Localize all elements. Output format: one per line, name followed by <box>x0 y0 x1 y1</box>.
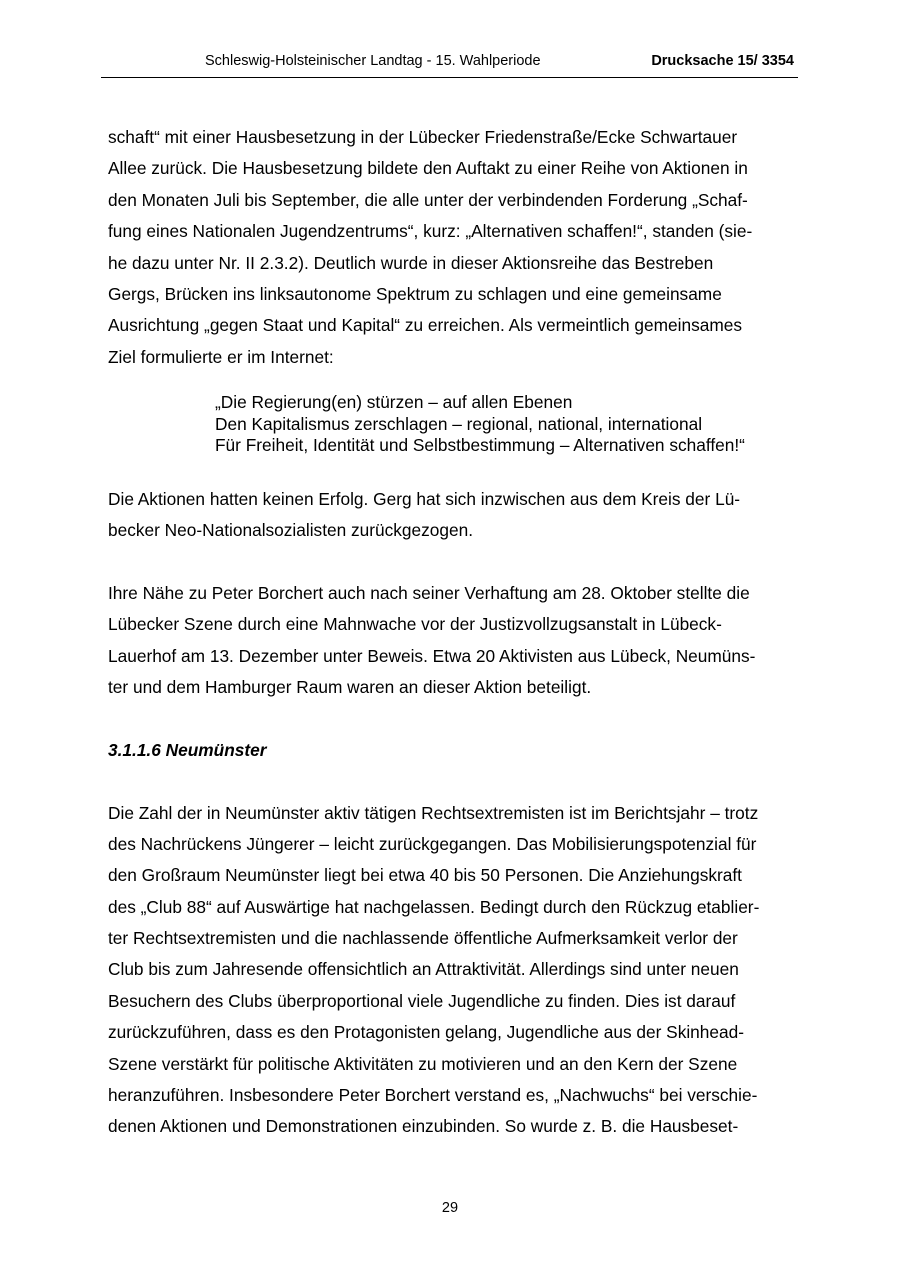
text-line: fung eines Nationalen Jugendzentrums“, kurz: „Alternativen schaffen!“, standen (sie- <box>108 221 753 242</box>
document-number: Drucksache 15/ 3354 <box>651 53 794 69</box>
text-line: Ziel formulierte er im Internet: <box>108 346 334 367</box>
paragraph <box>108 122 798 373</box>
header-title: Schleswig-Holsteinischer Landtag - 15. Wahlperiode <box>205 53 541 69</box>
text-line: Ihre Nähe zu Peter Borchert auch nach seiner Verhaftung am 28. Oktober stellte die <box>108 582 750 603</box>
spacer <box>108 703 798 734</box>
quote-line: „Die Regierung(en) stürzen – auf allen Ebenen <box>215 392 573 413</box>
text-line: he dazu unter Nr. II 2.3.2). Deutlich wurde in dieser Aktionsreihe das Bestreben <box>108 252 714 273</box>
quote-line: Für Freiheit, Identität und Selbstbestimmung – Alternativen schaffen!“ <box>215 435 745 456</box>
text-line: Die Aktionen hatten keinen Erfolg. Gerg hat sich inzwischen aus dem Kreis der Lü- <box>108 488 741 509</box>
spacer <box>108 546 798 577</box>
spacer <box>108 457 798 484</box>
text-line: Besuchern des Clubs überproportional viele Jugendliche zu finden. Dies ist darauf <box>108 990 736 1011</box>
section-heading: 3.1.1.6 Neumünster <box>108 739 267 760</box>
paragraph <box>108 484 798 547</box>
paragraph <box>108 798 798 1143</box>
text-line: denen Aktionen und Demonstrationen einzubinden. So wurde z. B. die Hausbeset- <box>108 1116 739 1137</box>
text-line: Lübecker Szene durch eine Mahnwache vor der Justizvollzugsanstalt in Lübeck- <box>108 614 722 635</box>
page-body <box>108 122 798 1143</box>
paragraph <box>108 578 798 704</box>
block-quote <box>215 392 798 457</box>
spacer <box>108 766 798 797</box>
text-line: ter Rechtsextremisten und die nachlassende öffentliche Aufmerksamkeit verlor der <box>108 928 738 949</box>
text-line: schaft“ mit einer Hausbesetzung in der Lübecker Friedenstraße/Ecke Schwartauer <box>108 127 738 147</box>
text-line: Szene verstärkt für politische Aktivitäten zu motivieren und an den Kern der Szene <box>108 1053 738 1074</box>
text-line: zurückzuführen, dass es den Protagonisten gelang, Jugendliche aus der Skinhead- <box>108 1022 744 1043</box>
text-line: Allee zurück. Die Hausbesetzung bildete den Auftakt zu einer Reihe von Aktionen in <box>108 158 748 179</box>
text-line: Die Zahl der in Neumünster aktiv tätigen Rechtsextremisten ist im Berichtsjahr – trotz <box>108 802 759 823</box>
text-line: ter und dem Hamburger Raum waren an dieser Aktion beteiligt. <box>108 676 592 697</box>
text-line: Gergs, Brücken ins linksautonome Spektrum zu schlagen und eine gemeinsame <box>108 283 722 304</box>
quote-line: Den Kapitalismus zerschlagen – regional, national, international <box>215 413 703 434</box>
text-line: den Monaten Juli bis September, die alle unter der verbindenden Forderung „Schaf- <box>108 189 748 210</box>
text-line: den Großraum Neumünster liegt bei etwa 40 bis 50 Personen. Die Anziehungskraft <box>108 865 742 886</box>
text-line: Club bis zum Jahresende offensichtlich an Attraktivität. Allerdings sind unter neuen <box>108 959 739 980</box>
text-line: Ausrichtung „gegen Staat und Kapital“ zu erreichen. Als vermeintlich gemeinsames <box>108 315 742 336</box>
text-line: becker Neo-Nationalsozialisten zurückgezogen. <box>108 520 474 541</box>
text-line: des „Club 88“ auf Auswärtige hat nachgelassen. Bedingt durch den Rückzug etablier- <box>108 896 760 917</box>
page-header <box>101 50 798 78</box>
text-line: des Nachrückens Jüngerer – leicht zurückgegangen. Das Mobilisierungspotenzial für <box>108 833 757 854</box>
text-line: heranzuführen. Insbesondere Peter Borchert verstand es, „Nachwuchs“ bei verschie- <box>108 1085 758 1106</box>
text-line: Lauerhof am 13. Dezember unter Beweis. Etwa 20 Aktivisten aus Lübeck, Neumüns- <box>108 645 756 666</box>
page-number: 29 <box>441 1200 459 1216</box>
